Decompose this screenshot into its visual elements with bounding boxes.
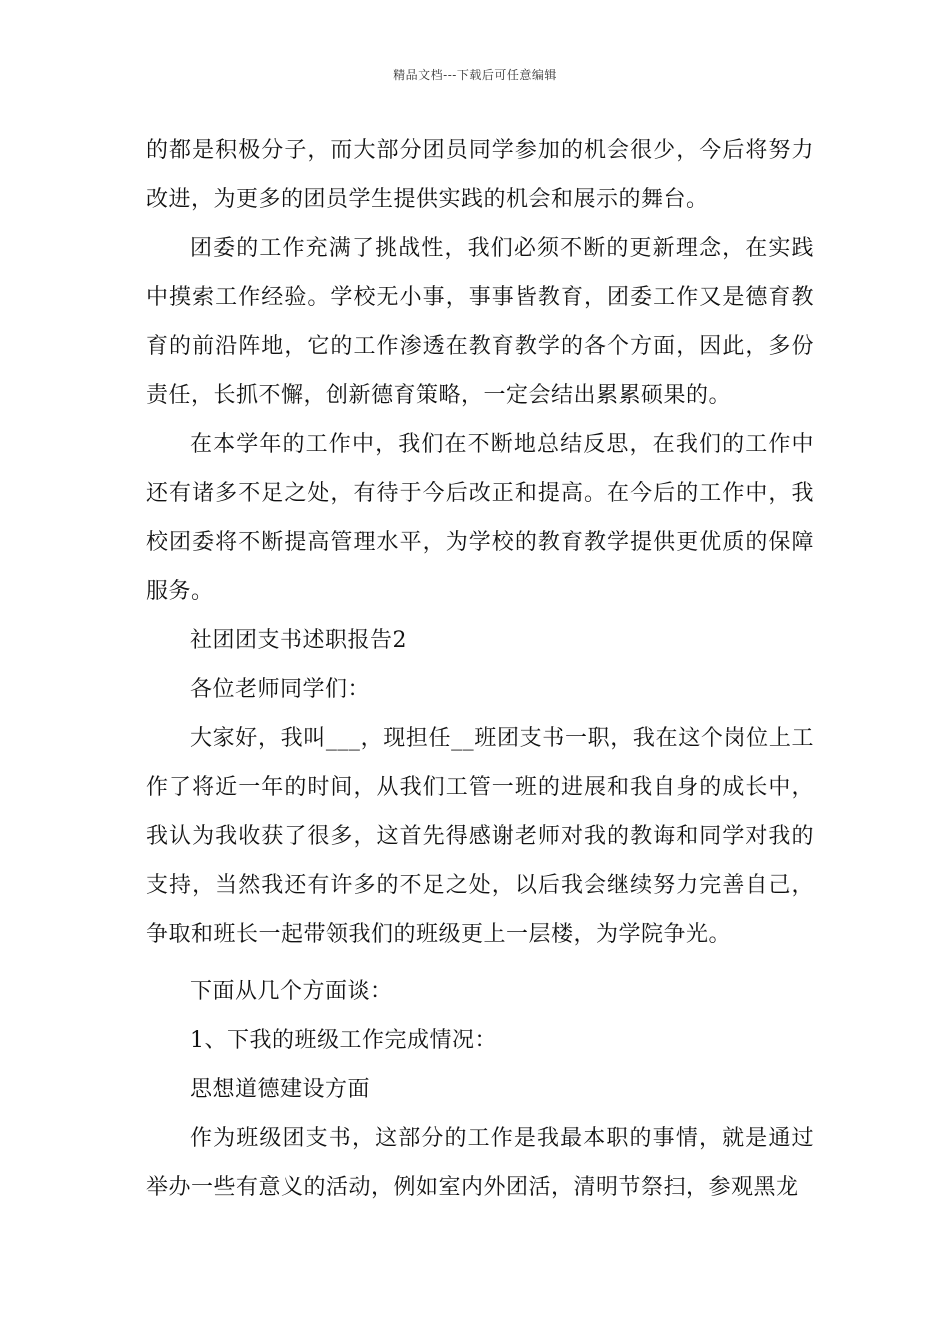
section-title: 社团团支书述职报告2 — [190, 628, 407, 653]
subheading-moral-construction: 思想道德建设方面 — [190, 1077, 371, 1102]
paragraph-reflection: 在本学年的工作中，我们在不断地总结反思，在我们的工作中还有诸多不足之处，有待于今后改正和提高。在今后的工作中，我校团委将不断提高管理水平，为学校的教育教学提供更优质的保障服务。 — [146, 432, 814, 604]
paragraph-branch-secretary-duty: 作为班级团支书，这部分的工作是我最本职的事情，就是通过举办一些有意义的活动，例如室内外团活，清明节祭扫，参观黑龙 — [146, 1126, 814, 1200]
paragraph-introduction: 大家好，我叫___，现担任__班团支书一职，我在这个岗位上工作了将近一年的时间，从我们工管一班的进展和我自身的成长中，我认为我收获了很多，这首先得感谢老师对我的教诲和同学对我的支持，当然我还有许多的不足之处，以后我会继续努力完善自己，争取和班长一起带领我们的班级更上一层楼，为学院争光。 — [146, 726, 814, 947]
paragraph-continuation: 的都是积极分子，而大部分团员同学参加的机会很少，今后将努力改进，为更多的团员学生提供实践的机会和展示的舞台。 — [146, 138, 814, 212]
list-item-class-work: 1、下我的班级工作完成情况： — [190, 1028, 497, 1053]
paragraph-youth-league-work: 团委的工作充满了挑战性，我们必须不断的更新理念，在实践中摸索工作经验。学校无小事，事事皆教育，团委工作又是德育教育的前沿阵地，它的工作渗透在教育教学的各个方面，因此，多份责任，长抓不懈，创新德育策略，一定会结出累累硕果的。 — [146, 236, 814, 408]
page-header: 精品文档---下载后可任意编辑 — [393, 68, 557, 82]
document-body — [146, 126, 814, 1212]
salutation: 各位老师同学们： — [190, 677, 371, 702]
aspects-intro: 下面从几个方面谈： — [190, 979, 393, 1004]
